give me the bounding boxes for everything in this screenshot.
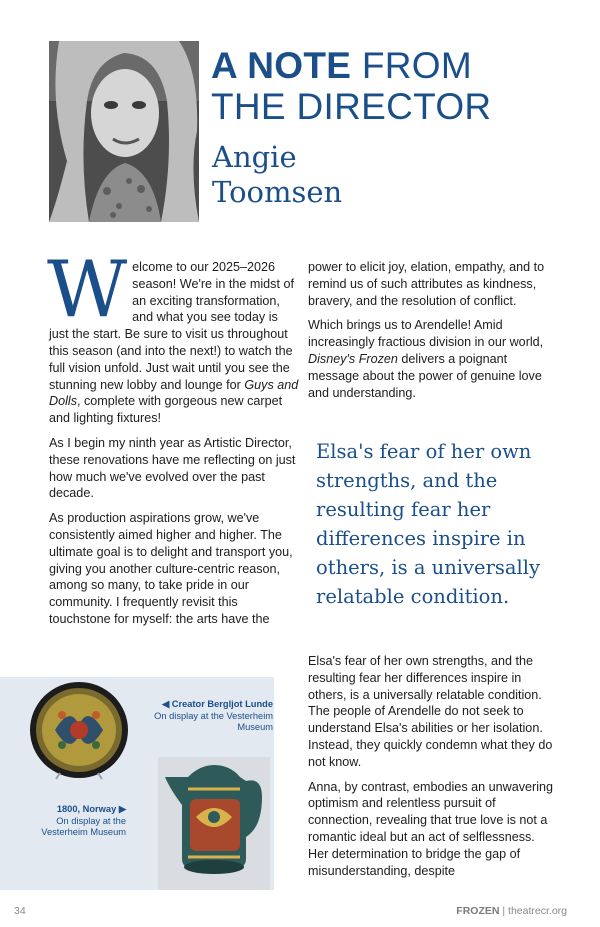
footer-show-name: FROZEN — [456, 905, 500, 917]
caption-pitcher: 1800, Norway ▶ On display at the Vesterheim Museum — [41, 804, 126, 837]
paragraph-2: As I begin my ninth year as Artistic Director, these renovations have me reflecting on just how much we've evolved over the past decade. — [49, 435, 296, 501]
drop-cap: W — [47, 245, 128, 335]
paragraph-5: Which brings us to Arendelle! Amid increasingly fractious division in our world, Disney's Frozen delivers a poignant message about the power of genuine love and understanding. — [308, 318, 544, 400]
pull-quote: Elsa's fear of her own strengths, and the resulting fear her differences inspire in others, is a universally relatable condition. — [316, 440, 541, 608]
footer-credit — [456, 905, 567, 917]
title-rest: FROM — [361, 45, 472, 86]
page-title — [211, 45, 491, 127]
caption-plate: ◀ Creator Bergljot Lunde On display at the Vesterheim Museum — [154, 699, 273, 732]
paragraph-4: power to elicit joy, elation, empathy, and to remind us of such attributes as kindness, bravery, and the resolution of conflict. — [308, 260, 545, 308]
article-column-2 — [308, 259, 558, 409]
director-last-name: Toomsen — [212, 175, 343, 209]
director-portrait — [49, 41, 199, 222]
caption-arrow-left: ◀ — [162, 699, 170, 709]
paragraph-7: Anna, by contrast, embodies an unwavering optimism and relentless pursuit of connection, revealing that true love is not a romantic ideal but an act of selflessness. Her determination to bridge the gap of misunderstanding, despite — [308, 779, 554, 878]
footer-separator: | — [502, 905, 506, 917]
article-column-2-continued — [308, 653, 558, 887]
director-first-name: Angie — [212, 140, 297, 174]
paragraph-1: Welcome to our 2025–2026 season! We're in the midst of an exciting transformation, and what you see today is just the start. Be sure to visit us throughout this season (and into the next!) to watch the full vision unfold. Just wait until you see the stunning new lobby and lounge for Guys and Dolls, complete with gorgeous new carpet and lighting fixtures! — [47, 245, 299, 426]
page-number: 34 — [14, 905, 26, 917]
director-name — [212, 140, 342, 210]
article-column-1 — [47, 245, 300, 636]
footer-site: theatrecr.org — [508, 905, 567, 917]
paragraph-3: As production aspirations grow, we've consistently aimed higher and higher. The ultimate goal is to delight and transport you, giving you another culture-centric reason, among so many, to take pride in our community. I frequently revisit this touchstone for myself: the arts have the — [49, 511, 293, 626]
title-line2: THE DIRECTOR — [211, 86, 492, 127]
caption-arrow-right: ▶ — [118, 804, 126, 814]
paragraph-6: Elsa's fear of her own strengths, and the resulting fear her differences inspire in others, is a universally relatable condition. The people of Arendelle do not seek to understand Elsa's abilities or her isolation. Instead, they quickly condemn what they do not know. — [308, 654, 553, 769]
title-bold: A NOTE — [211, 45, 352, 86]
